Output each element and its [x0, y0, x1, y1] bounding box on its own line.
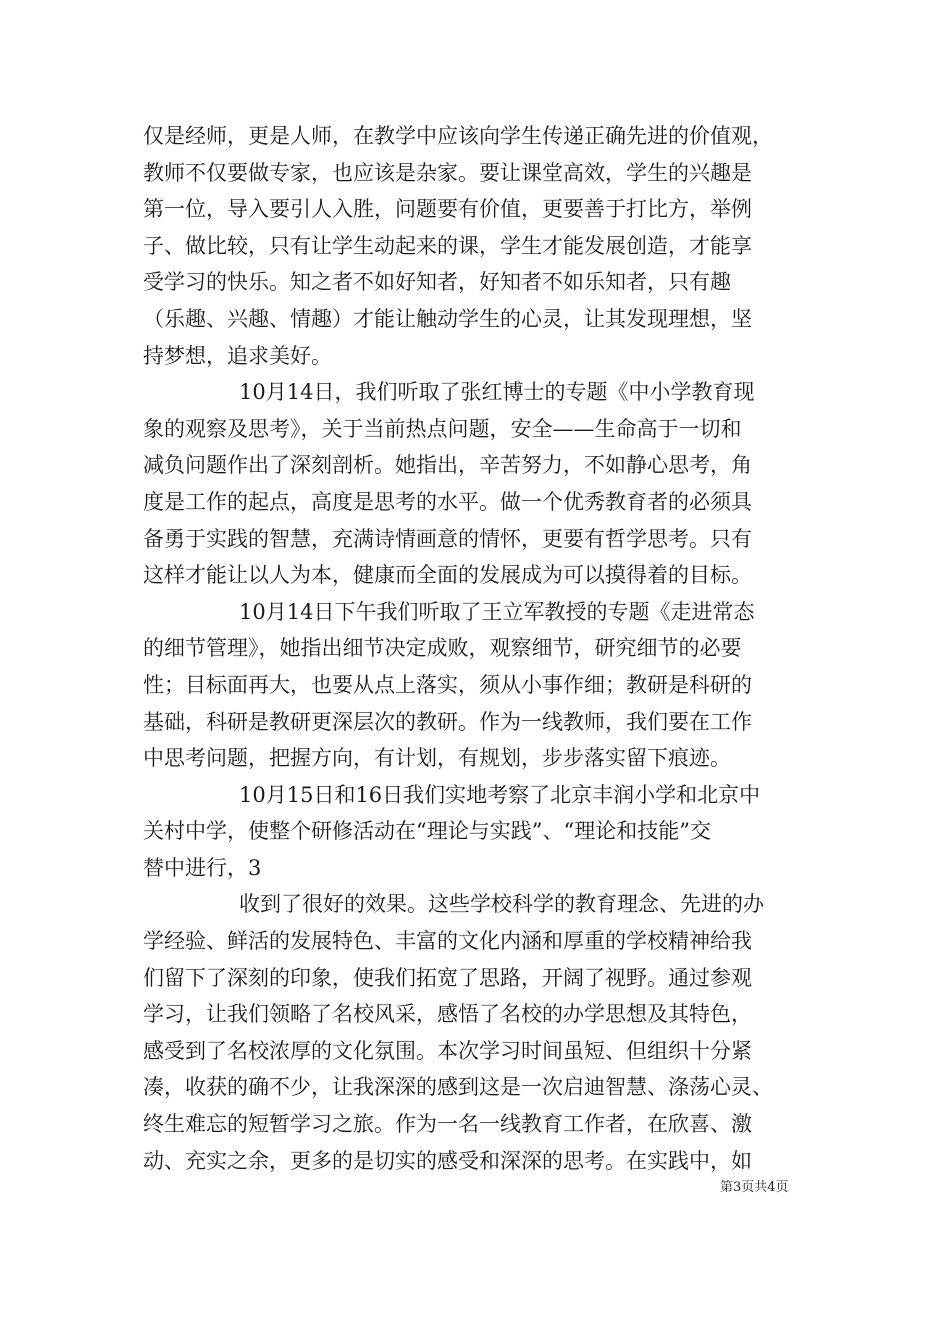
text-line: 性；目标面再大，也要从点上落实，须从小事作细；教研是科研的: [143, 672, 752, 697]
text-line: （乐趣、兴趣、情趣）才能让触动学生的心灵，让其发现理想，坚: [143, 306, 752, 331]
text-line: 替中进行，3: [143, 855, 262, 880]
text-line: 备勇于实践的智慧，充满诗情画意的情怀，更要有哲学思考。只有: [143, 526, 752, 551]
text-line: 终生难忘的短暂学习之旅。作为一名一线教育工作者，在欣喜、激: [143, 1112, 752, 1137]
text-line: 仅是经师，更是人师，在教学中应该向学生传递正确先进的价值观，: [143, 124, 773, 148]
text-line: 们留下了深刻的印象，使我们拓宽了思路，开阔了视野。通过参观: [143, 965, 752, 990]
text-line: 凑，收获的确不少，让我深深的感到这是一次启迪智慧、涤荡心灵、: [143, 1075, 773, 1100]
text-line: 持梦想，追求美好。: [143, 343, 332, 368]
paragraph-start-line: 10月15日和16日我们实地考察了北京丰润小学和北京中: [239, 782, 761, 807]
text-line: 第一位，导入要引人入胜，问题要有价值，更要善于打比方，举例: [143, 197, 752, 222]
page-number-footer: 第3页共4页: [720, 1180, 789, 1195]
text-line: 学习，让我们领略了名校风采，感悟了名校的办学思想及其特色，: [143, 1002, 752, 1027]
paragraph-start-line: 10月14日，我们听取了张红博士的专题《中小学教育现: [239, 380, 755, 405]
paragraph-start-line: 10月14日下午我们听取了王立军教授的专题《走进常态: [239, 599, 755, 624]
text-line: 教师不仅要做专家，也应该是杂家。要让课堂高效，学生的兴趣是: [143, 160, 752, 185]
text-line: 中思考问题，把握方向，有计划，有规划，步步落实留下痕迹。: [143, 746, 731, 771]
text-line: 基础，科研是教研更深层次的教研。作为一线教师，我们要在工作: [143, 709, 752, 734]
text-line: 减负问题作出了深刻剖析。她指出，辛苦努力，不如静心思考，角: [143, 453, 752, 478]
text-line: 的细节管理》，她指出细节决定成败，观察细节，研究细节的必要: [143, 636, 742, 661]
text-line: 学经验、鲜活的发展特色、丰富的文化内涵和厚重的学校精神给我: [143, 929, 752, 954]
text-line: 关村中学，使整个研修活动在“理论与实践”、“理论和技能”交: [143, 819, 711, 844]
text-line: 这样才能让以人为本，健康而全面的发展成为可以摸得着的目标。: [143, 563, 752, 588]
text-line: 度是工作的起点，高度是思考的水平。做一个优秀教育者的必须具: [143, 489, 752, 514]
text-line: 感受到了名校浓厚的文化氛围。本次学习时间虽短、但组织十分紧: [143, 1038, 752, 1063]
document-body: [143, 118, 823, 1179]
paragraph-start-line: 收到了很好的效果。这些学校科学的教育理念、先进的办: [239, 892, 764, 917]
text-line: 子、做比较，只有让学生动起来的课，学生才能发展创造，才能享: [143, 233, 752, 258]
text-line: 动、充实之余，更多的是切实的感受和深深的思考。在实践中，如: [143, 1148, 752, 1173]
text-line: 象的观察及思考》，关于当前热点问题，安全——生命高于一切和: [143, 416, 742, 441]
text-line: 受学习的快乐。知之者不如好知者，好知者不如乐知者，只有趣: [143, 270, 731, 295]
